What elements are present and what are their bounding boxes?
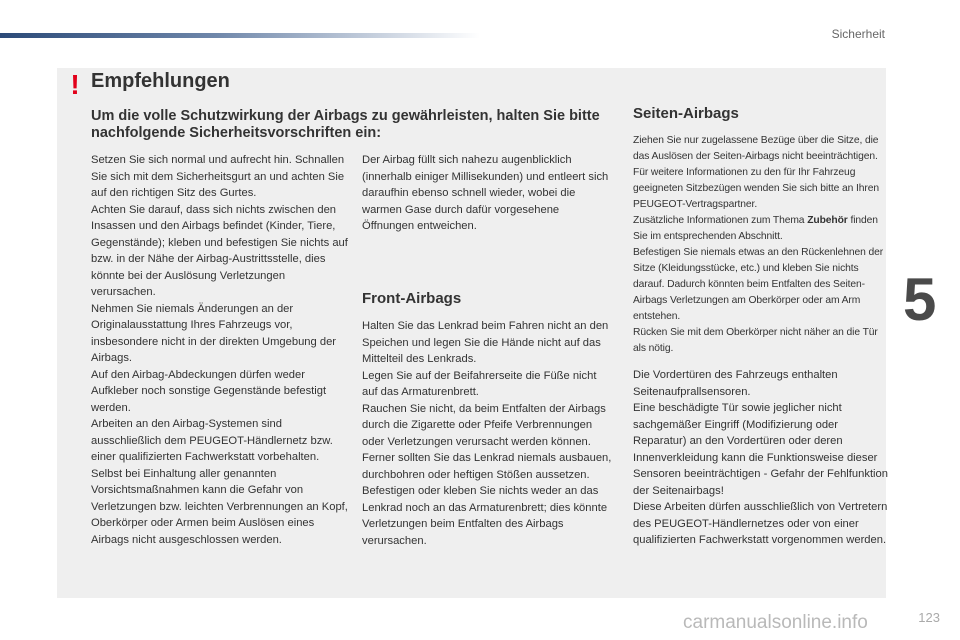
accessories-keyword: Zubehör — [807, 215, 848, 226]
side-airbags-text-a: Ziehen Sie nur zugelassene Bezüge über die Sitze, die das Auslösen der Seiten-Airbags nicht beeinträchtigen. Für weitere Informationen zu den für Ihr Fahrzeug geeigneten Sitzbezügen wenden Sie sich bitte an Ihren PEUGEOT-Vertragspartner. Zusätzliche Informationen zum Thema — [633, 135, 880, 226]
side-airbags-section — [633, 105, 888, 549]
inflation-column — [362, 152, 612, 235]
front-airbags-section — [362, 290, 612, 549]
general-rules-text: Setzen Sie sich normal und aufrecht hin. Schnallen Sie sich mit dem Sicherheitsgurt an und achten Sie auf den richtigen Sitz des Gurtes. Achten Sie darauf, dass sich nichts zwischen den Insassen und den Airbags befindet (Kinder, Tiere, Gegenstände); kleben und befestigen Sie nichts auf bzw. in der Nähe der Airbag-Austrittsstelle, dies könnte bei der Auslösung Verletzungen verursachen. Nehmen Sie niemals Änderungen an der Originalausstattung Ihres Fahrzeugs vor, insbesondere nicht in der direkten Umgebung der Airbags. Auf den Airbag-Abdeckungen dürfen weder Aufkleber noch sonstige Gegenstände befestigt werden. Arbeiten an den Airbag-Systemen sind ausschließlich dem PEUGEOT-Händlernetz bzw. einer qualifizierten Fachwerkstatt vorbehalten. Selbst bei Einhaltung aller genannten Vorsichtsmaßnahmen kann die Gefahr von Verletzungen bzw. leichten Verbrennungen an Kopf, Oberkörper oder Armen beim Auslösen eines Airbags nicht ausgeschlossen werden. — [91, 154, 348, 546]
panel-title: Empfehlungen — [91, 70, 230, 92]
side-airbags-text — [633, 133, 888, 357]
front-airbags-heading: Front-Airbags — [362, 290, 462, 307]
general-rules-column — [91, 152, 351, 548]
front-airbags-text: Halten Sie das Lenkrad beim Fahren nicht an den Speichen und legen Sie die Hände nicht auf das Mittelteil des Lenkrads. Legen Sie auf der Beifahrerseite die Füße nicht auf das Armaturenbrett. Rauchen Sie nicht, da beim Entfalten der Airbags durch die Zigarette oder Pfeife Verbrennungen oder Verletzungen verursacht werden können. Ferner sollten Sie das Lenkrad niemals ausbauen, durchbohren oder heftigen Stößen aussetzen. Befestigen oder kleben Sie nichts weder an das Lenkrad noch an das Armaturenbrett; dies könnte Verletzungen beim Entfalten des Airbags verursachen. — [362, 320, 612, 547]
section-label: Sicherheit — [831, 27, 885, 41]
warning-icon: ! — [70, 69, 80, 100]
intro-heading: Um die volle Schutzwirkung der Airbags zu gewährleisten, halten Sie bitte nachfolgende Sicherheitsvorschriften ein: — [91, 108, 600, 141]
chapter-number: 5 — [903, 266, 937, 333]
side-airbags-heading: Seiten-Airbags — [633, 105, 739, 122]
header-gradient-bar — [0, 33, 480, 38]
watermark: carmanualsonline.info — [683, 612, 868, 633]
page-number: 123 — [918, 610, 940, 625]
door-sensors-text: Die Vordertüren des Fahrzeugs enthalten Seitenaufprallsensoren. Eine beschädigte Tür sowie jeglicher nicht sachgemäßer Eingriff (Modifizierung oder Reparatur) an den Vordertüren oder deren Innenverkleidung kann die Funktionsweise dieser Sensoren beeinträchtigen - Gefahr der Fehlfunktion der Seitenairbags! Diese Arbeiten dürfen ausschließlich von Vertretern des PEUGEOT-Händlernetzes oder von einer qualifizierten Fachwerkstatt vorgenommen werden. — [633, 369, 888, 546]
side-airbags-text-b: finden Sie im entsprechenden Abschnitt. Befestigen Sie niemals etwas an den Rückenlehnen der Sitze (Kleidungsstücke, etc.) und kleben Sie nichts darauf. Dadurch könnten beim Entfalten des Seiten-Airbags Verletzungen am Oberkörper oder am Arm entstehen. Rücken Sie mit dem Oberkörper nicht näher an die Tür als nötig. — [633, 215, 884, 354]
inflation-text: Der Airbag füllt sich nahezu augenblicklich (innerhalb einiger Millisekunden) und entleert sich daraufhin ebenso schnell wieder, wobei die warmen Gase durch dafür vorgesehene Öffnungen entweichen. — [362, 154, 609, 232]
